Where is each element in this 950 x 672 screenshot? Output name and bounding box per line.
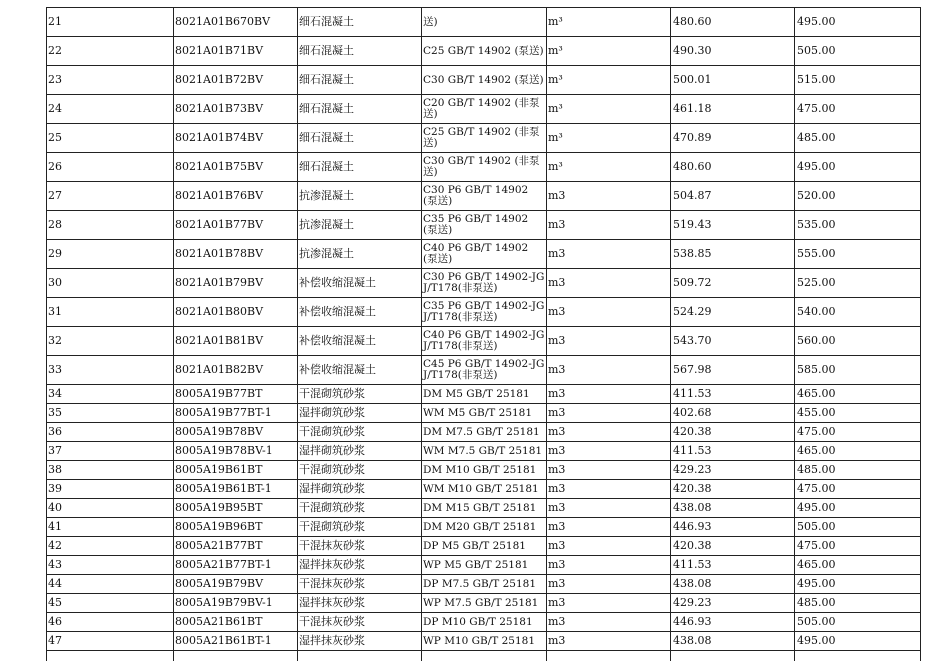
- row-number-cell: 21: [47, 8, 174, 37]
- unit-cell: m3: [547, 518, 671, 537]
- price-incl-tax-cell: 485.00: [795, 461, 921, 480]
- row-number-cell: 38: [47, 461, 174, 480]
- empty-cell: [422, 651, 547, 662]
- price-incl-tax-cell: 540.00: [795, 298, 921, 327]
- specification-cell: C30 P6 GB/T 14902 (泵送): [422, 182, 547, 211]
- material-name-cell: 抗渗混凝土: [298, 182, 422, 211]
- unit-cell: m3: [547, 499, 671, 518]
- specification-cell: C30 P6 GB/T 14902-JGJ/T178(非泵送): [422, 269, 547, 298]
- unit-cell: m3: [547, 480, 671, 499]
- material-code-cell: 8021A01B80BV: [174, 298, 298, 327]
- material-name-cell: 细石混凝土: [298, 153, 422, 182]
- unit-cell: m³: [547, 153, 671, 182]
- price-incl-tax-cell: 475.00: [795, 537, 921, 556]
- material-name-cell: 细石混凝土: [298, 124, 422, 153]
- empty-cell: [298, 651, 422, 662]
- specification-cell: C25 GB/T 14902 (泵送): [422, 37, 547, 66]
- price-incl-tax-cell: 475.00: [795, 95, 921, 124]
- material-name-cell: 干混抹灰砂浆: [298, 575, 422, 594]
- table-row: [47, 356, 921, 385]
- row-number-cell: 35: [47, 404, 174, 423]
- price-incl-tax-cell: 520.00: [795, 182, 921, 211]
- material-code-cell: 8005A19B78BV: [174, 423, 298, 442]
- table-row: [47, 575, 921, 594]
- price-excl-tax-cell: 490.30: [671, 37, 795, 66]
- material-code-cell: 8005A19B96BT: [174, 518, 298, 537]
- price-excl-tax-cell: 438.08: [671, 632, 795, 651]
- price-excl-tax-cell: 420.38: [671, 480, 795, 499]
- table-row: [47, 613, 921, 632]
- material-name-cell: 补偿收缩混凝土: [298, 327, 422, 356]
- material-name-cell: 干混砌筑砂浆: [298, 423, 422, 442]
- price-excl-tax-cell: 429.23: [671, 461, 795, 480]
- empty-cell: [47, 651, 174, 662]
- unit-cell: m3: [547, 385, 671, 404]
- row-number-cell: 45: [47, 594, 174, 613]
- specification-cell: C40 P6 GB/T 14902-JGJ/T178(非泵送): [422, 327, 547, 356]
- unit-cell: m3: [547, 423, 671, 442]
- material-name-cell: 细石混凝土: [298, 66, 422, 95]
- table-row: [47, 153, 921, 182]
- row-number-cell: 34: [47, 385, 174, 404]
- material-code-cell: 8005A21B77BT: [174, 537, 298, 556]
- row-number-cell: 44: [47, 575, 174, 594]
- row-number-cell: 27: [47, 182, 174, 211]
- price-excl-tax-cell: 543.70: [671, 327, 795, 356]
- row-number-cell: 42: [47, 537, 174, 556]
- table-row: [47, 537, 921, 556]
- unit-cell: m3: [547, 442, 671, 461]
- unit-cell: m3: [547, 404, 671, 423]
- empty-cell: [174, 651, 298, 662]
- specification-cell: C20 GB/T 14902 (非泵送): [422, 95, 547, 124]
- specification-cell: DM M15 GB/T 25181: [422, 499, 547, 518]
- material-name-cell: 湿拌抹灰砂浆: [298, 594, 422, 613]
- specification-cell: DM M20 GB/T 25181: [422, 518, 547, 537]
- table-row: [47, 240, 921, 269]
- unit-cell: m3: [547, 594, 671, 613]
- specification-cell: 送): [422, 8, 547, 37]
- price-excl-tax-cell: 438.08: [671, 575, 795, 594]
- material-name-cell: 细石混凝土: [298, 37, 422, 66]
- material-code-cell: 8005A19B77BT-1: [174, 404, 298, 423]
- price-excl-tax-cell: 402.68: [671, 404, 795, 423]
- unit-cell: m3: [547, 269, 671, 298]
- specification-cell: WM M5 GB/T 25181: [422, 404, 547, 423]
- unit-cell: m³: [547, 124, 671, 153]
- material-code-cell: 8005A19B77BT: [174, 385, 298, 404]
- material-name-cell: 干混砌筑砂浆: [298, 518, 422, 537]
- material-code-cell: 8005A19B79BV-1: [174, 594, 298, 613]
- material-code-cell: 8021A01B81BV: [174, 327, 298, 356]
- material-name-cell: 补偿收缩混凝土: [298, 356, 422, 385]
- empty-cell: [547, 651, 671, 662]
- price-excl-tax-cell: 446.93: [671, 613, 795, 632]
- specification-cell: C35 P6 GB/T 14902-JGJ/T178(非泵送): [422, 298, 547, 327]
- material-name-cell: 抗渗混凝土: [298, 240, 422, 269]
- material-name-cell: 补偿收缩混凝土: [298, 269, 422, 298]
- price-excl-tax-cell: 524.29: [671, 298, 795, 327]
- unit-cell: m³: [547, 37, 671, 66]
- unit-cell: m3: [547, 632, 671, 651]
- material-code-cell: 8021A01B72BV: [174, 66, 298, 95]
- row-number-cell: 33: [47, 356, 174, 385]
- material-code-cell: 8021A01B670BV: [174, 8, 298, 37]
- specification-cell: C45 P6 GB/T 14902-JGJ/T178(非泵送): [422, 356, 547, 385]
- price-incl-tax-cell: 555.00: [795, 240, 921, 269]
- row-number-cell: 29: [47, 240, 174, 269]
- table-row: [47, 461, 921, 480]
- row-number-cell: 47: [47, 632, 174, 651]
- price-incl-tax-cell: 505.00: [795, 613, 921, 632]
- unit-cell: m3: [547, 356, 671, 385]
- row-number-cell: 46: [47, 613, 174, 632]
- price-excl-tax-cell: 567.98: [671, 356, 795, 385]
- price-incl-tax-cell: 495.00: [795, 499, 921, 518]
- price-excl-tax-cell: 411.53: [671, 385, 795, 404]
- price-incl-tax-cell: 465.00: [795, 385, 921, 404]
- unit-cell: m³: [547, 66, 671, 95]
- price-incl-tax-cell: 495.00: [795, 153, 921, 182]
- material-price-table: [46, 7, 921, 661]
- unit-cell: m3: [547, 461, 671, 480]
- price-excl-tax-cell: 504.87: [671, 182, 795, 211]
- material-name-cell: 湿拌砌筑砂浆: [298, 404, 422, 423]
- table-row-continuation: [47, 651, 921, 662]
- material-code-cell: 8021A01B78BV: [174, 240, 298, 269]
- price-table-sheet: [46, 7, 920, 661]
- specification-cell: C30 GB/T 14902 (非泵送): [422, 153, 547, 182]
- unit-cell: m3: [547, 240, 671, 269]
- table-row: [47, 66, 921, 95]
- material-code-cell: 8005A19B95BT: [174, 499, 298, 518]
- material-name-cell: 湿拌砌筑砂浆: [298, 442, 422, 461]
- empty-cell: [795, 651, 921, 662]
- specification-cell: C35 P6 GB/T 14902 (泵送): [422, 211, 547, 240]
- specification-cell: WP M7.5 GB/T 25181: [422, 594, 547, 613]
- specification-cell: C40 P6 GB/T 14902 (泵送): [422, 240, 547, 269]
- table-row: [47, 423, 921, 442]
- price-incl-tax-cell: 535.00: [795, 211, 921, 240]
- price-incl-tax-cell: 495.00: [795, 575, 921, 594]
- material-code-cell: 8005A19B78BV-1: [174, 442, 298, 461]
- price-incl-tax-cell: 505.00: [795, 518, 921, 537]
- specification-cell: C30 GB/T 14902 (泵送): [422, 66, 547, 95]
- row-number-cell: 22: [47, 37, 174, 66]
- table-row: [47, 385, 921, 404]
- material-name-cell: 湿拌抹灰砂浆: [298, 556, 422, 575]
- table-row: [47, 37, 921, 66]
- table-body: [47, 8, 921, 662]
- price-incl-tax-cell: 505.00: [795, 37, 921, 66]
- material-code-cell: 8005A21B61BT: [174, 613, 298, 632]
- material-code-cell: 8021A01B79BV: [174, 269, 298, 298]
- price-excl-tax-cell: 429.23: [671, 594, 795, 613]
- row-number-cell: 32: [47, 327, 174, 356]
- table-row: [47, 480, 921, 499]
- row-number-cell: 31: [47, 298, 174, 327]
- table-row: [47, 182, 921, 211]
- specification-cell: DM M7.5 GB/T 25181: [422, 423, 547, 442]
- row-number-cell: 26: [47, 153, 174, 182]
- price-incl-tax-cell: 525.00: [795, 269, 921, 298]
- material-code-cell: 8021A01B73BV: [174, 95, 298, 124]
- unit-cell: m3: [547, 327, 671, 356]
- material-name-cell: 细石混凝土: [298, 8, 422, 37]
- price-excl-tax-cell: 420.38: [671, 423, 795, 442]
- material-code-cell: 8005A19B61BT: [174, 461, 298, 480]
- table-row: [47, 269, 921, 298]
- material-name-cell: 湿拌砌筑砂浆: [298, 480, 422, 499]
- material-code-cell: 8005A19B61BT-1: [174, 480, 298, 499]
- material-name-cell: 干混砌筑砂浆: [298, 499, 422, 518]
- price-incl-tax-cell: 485.00: [795, 594, 921, 613]
- material-name-cell: 干混砌筑砂浆: [298, 385, 422, 404]
- unit-cell: m3: [547, 575, 671, 594]
- table-row: [47, 499, 921, 518]
- price-incl-tax-cell: 560.00: [795, 327, 921, 356]
- table-row: [47, 211, 921, 240]
- table-row: [47, 442, 921, 461]
- price-excl-tax-cell: 411.53: [671, 442, 795, 461]
- unit-cell: m3: [547, 613, 671, 632]
- price-excl-tax-cell: 420.38: [671, 537, 795, 556]
- row-number-cell: 39: [47, 480, 174, 499]
- row-number-cell: 23: [47, 66, 174, 95]
- material-name-cell: 干混抹灰砂浆: [298, 537, 422, 556]
- material-code-cell: 8005A21B61BT-1: [174, 632, 298, 651]
- price-excl-tax-cell: 500.01: [671, 66, 795, 95]
- material-code-cell: 8021A01B75BV: [174, 153, 298, 182]
- material-code-cell: 8005A21B77BT-1: [174, 556, 298, 575]
- specification-cell: DP M10 GB/T 25181: [422, 613, 547, 632]
- table-row: [47, 556, 921, 575]
- material-code-cell: 8021A01B74BV: [174, 124, 298, 153]
- material-name-cell: 干混砌筑砂浆: [298, 461, 422, 480]
- table-row: [47, 95, 921, 124]
- price-incl-tax-cell: 475.00: [795, 423, 921, 442]
- unit-cell: m3: [547, 182, 671, 211]
- material-name-cell: 抗渗混凝土: [298, 211, 422, 240]
- table-row: [47, 594, 921, 613]
- table-row: [47, 8, 921, 37]
- material-code-cell: 8021A01B77BV: [174, 211, 298, 240]
- price-excl-tax-cell: 519.43: [671, 211, 795, 240]
- material-code-cell: 8021A01B71BV: [174, 37, 298, 66]
- table-row: [47, 327, 921, 356]
- empty-cell: [671, 651, 795, 662]
- specification-cell: DM M10 GB/T 25181: [422, 461, 547, 480]
- row-number-cell: 40: [47, 499, 174, 518]
- price-excl-tax-cell: 509.72: [671, 269, 795, 298]
- material-code-cell: 8021A01B76BV: [174, 182, 298, 211]
- specification-cell: DP M7.5 GB/T 25181: [422, 575, 547, 594]
- price-excl-tax-cell: 461.18: [671, 95, 795, 124]
- row-number-cell: 37: [47, 442, 174, 461]
- table-row: [47, 298, 921, 327]
- unit-cell: m³: [547, 8, 671, 37]
- row-number-cell: 24: [47, 95, 174, 124]
- row-number-cell: 28: [47, 211, 174, 240]
- specification-cell: WM M7.5 GB/T 25181: [422, 442, 547, 461]
- material-name-cell: 湿拌抹灰砂浆: [298, 632, 422, 651]
- price-excl-tax-cell: 411.53: [671, 556, 795, 575]
- unit-cell: m3: [547, 537, 671, 556]
- row-number-cell: 43: [47, 556, 174, 575]
- table-row: [47, 518, 921, 537]
- unit-cell: m3: [547, 211, 671, 240]
- price-incl-tax-cell: 485.00: [795, 124, 921, 153]
- unit-cell: m3: [547, 556, 671, 575]
- specification-cell: C25 GB/T 14902 (非泵送): [422, 124, 547, 153]
- price-incl-tax-cell: 455.00: [795, 404, 921, 423]
- specification-cell: DP M5 GB/T 25181: [422, 537, 547, 556]
- price-incl-tax-cell: 495.00: [795, 632, 921, 651]
- price-excl-tax-cell: 470.89: [671, 124, 795, 153]
- price-excl-tax-cell: 438.08: [671, 499, 795, 518]
- table-row: [47, 404, 921, 423]
- material-name-cell: 补偿收缩混凝土: [298, 298, 422, 327]
- price-incl-tax-cell: 585.00: [795, 356, 921, 385]
- price-excl-tax-cell: 538.85: [671, 240, 795, 269]
- price-excl-tax-cell: 446.93: [671, 518, 795, 537]
- row-number-cell: 25: [47, 124, 174, 153]
- price-incl-tax-cell: 465.00: [795, 442, 921, 461]
- specification-cell: WP M10 GB/T 25181: [422, 632, 547, 651]
- price-incl-tax-cell: 495.00: [795, 8, 921, 37]
- row-number-cell: 36: [47, 423, 174, 442]
- row-number-cell: 41: [47, 518, 174, 537]
- row-number-cell: 30: [47, 269, 174, 298]
- table-row: [47, 632, 921, 651]
- specification-cell: DM M5 GB/T 25181: [422, 385, 547, 404]
- material-name-cell: 细石混凝土: [298, 95, 422, 124]
- price-excl-tax-cell: 480.60: [671, 153, 795, 182]
- specification-cell: WM M10 GB/T 25181: [422, 480, 547, 499]
- price-incl-tax-cell: 475.00: [795, 480, 921, 499]
- specification-cell: WP M5 GB/T 25181: [422, 556, 547, 575]
- unit-cell: m³: [547, 95, 671, 124]
- price-excl-tax-cell: 480.60: [671, 8, 795, 37]
- table-row: [47, 124, 921, 153]
- material-code-cell: 8021A01B82BV: [174, 356, 298, 385]
- price-incl-tax-cell: 465.00: [795, 556, 921, 575]
- material-code-cell: 8005A19B79BV: [174, 575, 298, 594]
- price-incl-tax-cell: 515.00: [795, 66, 921, 95]
- unit-cell: m3: [547, 298, 671, 327]
- material-name-cell: 干混抹灰砂浆: [298, 613, 422, 632]
